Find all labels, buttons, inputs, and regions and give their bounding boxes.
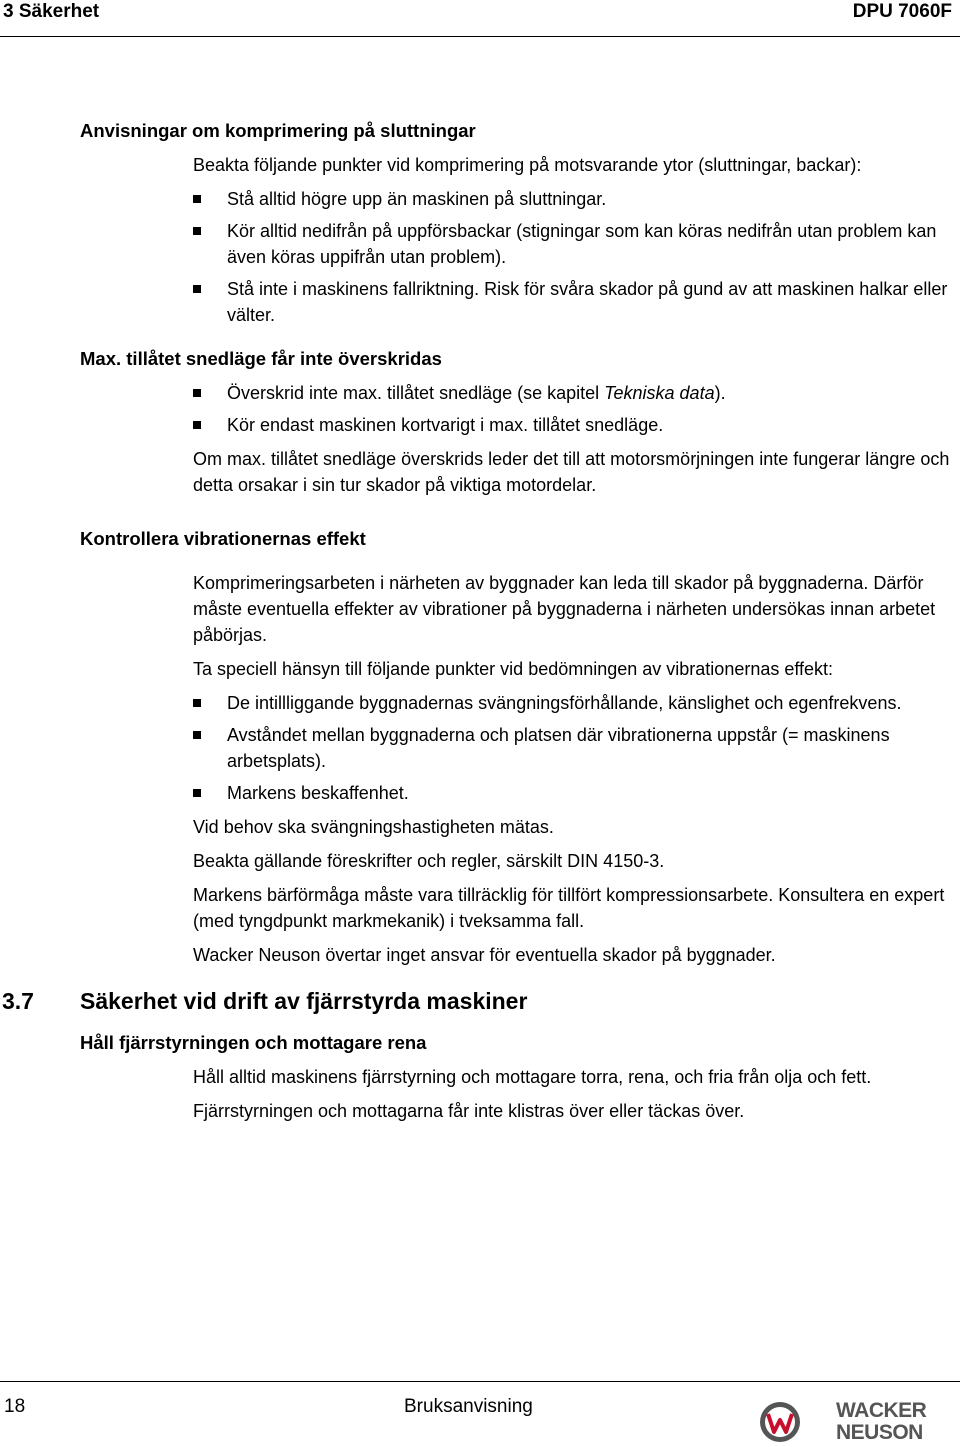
max-tilt-paragraph: Om max. tillåtet snedläge överskrids leder det till att motorsmörjningen inte fungerar längre och detta orsakar i sin tur skador på viktiga motordelar. <box>193 449 950 495</box>
list-item: Kör alltid nedifrån på uppförsbackar (stigningar som kan köras nedifrån utan problem kan även köras uppifrån utan problem). <box>193 218 960 270</box>
list-item: Stå alltid högre upp än maskinen på sluttningar. <box>193 186 960 212</box>
chapter-number: 3.7 <box>2 988 34 1014</box>
vibrations-p1: Komprimeringsarbeten i närheten av byggnader kan leda till skador på byggnaderna. Därför måste eventuella effekter av vibrationer på byggnaderna i närheten undersökas innan arbetet påbörjas. <box>193 573 936 645</box>
section-title-remote: Håll fjärrstyrningen och mottagare rena <box>80 1032 427 1053</box>
vibrations-p5: Markens bärförmåga måste vara tillräcklig för tillfört kompressionsarbete. Konsultera en expert (med tyngdpunkt markmekanik) i tveksamma fall. <box>193 885 945 931</box>
page-content <box>2 118 960 1132</box>
list-item: Kör endast maskinen kortvarigt i max. tillåtet snedläge. <box>193 412 960 438</box>
max-tilt-list <box>193 380 960 438</box>
vibrations-p2: Ta speciell hänsyn till följande punkter vid bedömningen av vibrationernas effekt: <box>193 659 834 679</box>
list-item: Stå inte i maskinens fallriktning. Risk för svåra skador på gund av att maskinen halkar eller välter. <box>193 276 960 328</box>
section-title-slopes: Anvisningar om komprimering på sluttningar <box>80 120 476 141</box>
slopes-list <box>193 186 960 328</box>
section-title-vibrations: Kontrollera vibrationernas effekt <box>80 528 366 549</box>
list-item: Överskrid inte max. tillåtet snedläge (se kapitel Tekniska data). <box>193 380 960 406</box>
page-header <box>0 0 960 37</box>
list-item: Markens beskaffenhet. <box>193 780 960 806</box>
chapter-heading-3-7 <box>2 986 960 1016</box>
logo-line-1: WACKER <box>836 1399 927 1422</box>
remote-p1: Håll alltid maskinens fjärrstyrning och mottagare torra, rena, och fria från olja och fett. <box>193 1067 872 1087</box>
slopes-intro: Beakta följande punkter vid komprimering på motsvarande ytor (sluttningar, backar): <box>193 155 862 175</box>
vibrations-p6: Wacker Neuson övertar inget ansvar för eventuella skador på byggnader. <box>193 945 776 965</box>
list-item: De intillliggande byggnadernas svängningsförhållande, känslighet och egenfrekvens. <box>193 690 960 716</box>
footer-divider <box>0 1381 960 1382</box>
vibrations-p4: Beakta gällande föreskrifter och regler, särskilt DIN 4150-3. <box>193 851 665 871</box>
logo-line-2: NEUSON <box>836 1421 923 1444</box>
model-name: DPU 7060F <box>852 1 952 22</box>
wacker-logo-icon <box>758 1400 802 1444</box>
page-number: 18 <box>4 1396 26 1417</box>
chapter-title: Säkerhet vid drift av fjärrstyrda maskiner <box>80 988 528 1014</box>
remote-p2: Fjärrstyrningen och mottagarna får inte klistras över eller täckas över. <box>193 1101 745 1121</box>
list-item: Avståndet mellan byggnaderna och platsen där vibrationerna uppstår (= maskinens arbetsplats). <box>193 722 960 774</box>
footer-title: Bruksanvisning <box>404 1396 533 1417</box>
brand-logo <box>836 1400 926 1444</box>
vibrations-p3: Vid behov ska svängningshastigheten mätas. <box>193 817 554 837</box>
section-title-max-tilt: Max. tillåtet snedläge får inte överskridas <box>80 348 442 369</box>
chapter-heading: 3 Säkerhet <box>3 1 100 22</box>
vibrations-list <box>193 690 960 806</box>
